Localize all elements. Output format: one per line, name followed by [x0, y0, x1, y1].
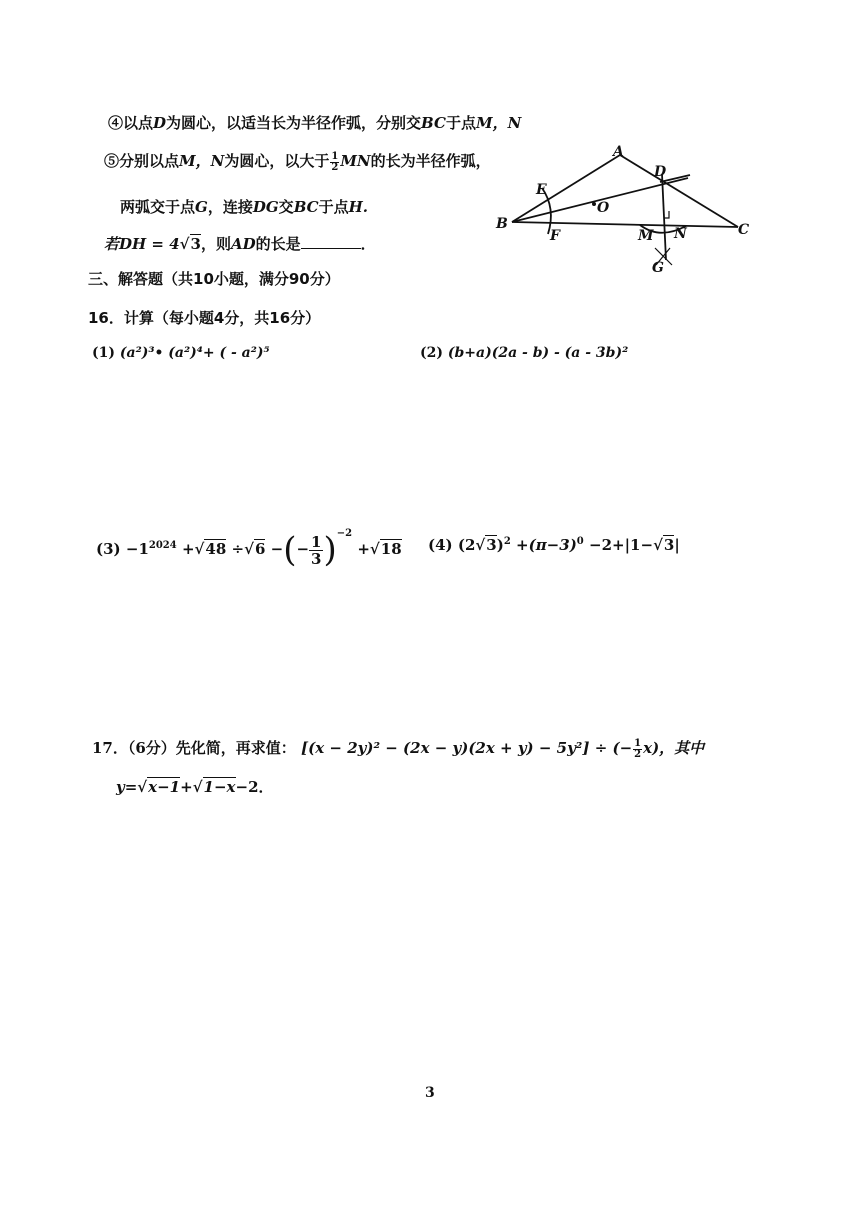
- label-O: O: [597, 200, 610, 216]
- label-B: B: [496, 216, 508, 232]
- q15-condition: 若DH = 4√3，则AD的长是 ．: [104, 235, 376, 253]
- q15-step5: ⑤分别以点M，N为圆心，以大于 $\frac{1}{2}$ MN的长为半径作弧，: [104, 150, 491, 173]
- segment-DG: [662, 174, 666, 260]
- one-third-fraction: $\frac{1}{3}$: [311, 532, 322, 568]
- section-heading: 三、解答题（共10小题，满分90分）: [88, 270, 340, 288]
- q16-part1: (1) (a²)³• (a²)⁴+ ( - a²)⁵: [92, 345, 270, 361]
- label-G: G: [652, 260, 664, 276]
- q17-text: 17．（6分）先化简，再求值： [(x − 2y)² − (2x − y)(2x + y) − 5y²] ÷ (− $\frac{1}{2}$ x)，其中: [92, 737, 705, 760]
- label-M: M: [638, 228, 654, 244]
- page-number: 3: [425, 1085, 435, 1101]
- label-C: C: [738, 222, 750, 238]
- q16-part4: (4) $(2√3)^2 +(\pi-3)^0 -2+|1-√3|$: [428, 536, 680, 554]
- half-fraction: $\frac{1}{2}$: [331, 150, 339, 173]
- label-N: N: [674, 226, 687, 242]
- q16-part2: (2) (b+a)(2a - b) - (a - 3b)²: [420, 345, 629, 361]
- geometry-figure: [490, 130, 760, 280]
- q16-title: 16．计算（每小题4分，共16分）: [88, 309, 321, 327]
- half-fraction: $\frac{1}{2}$: [634, 737, 642, 760]
- q15-step4: ④以点D为圆心，以适当长为半径作弧，分别交BC于点M，N: [108, 114, 522, 132]
- point-O: [592, 202, 596, 206]
- segment-BC: [512, 222, 738, 227]
- label-E: E: [536, 182, 547, 198]
- q15-step5-continued: 两弧交于点G，连接DG交BC于点H.: [120, 198, 369, 216]
- label-D: D: [654, 164, 667, 180]
- label-A: A: [613, 144, 624, 160]
- label-F: F: [550, 228, 560, 244]
- q17-condition: y=√x−1+√1−x−2．: [116, 778, 274, 796]
- answer-blank[interactable]: [301, 234, 361, 249]
- q16-part3: $(3) -1^{2024} +√48 \div√6$ −(− $\frac{1}{3}$ )$^{-2}$ +√18: [96, 528, 402, 570]
